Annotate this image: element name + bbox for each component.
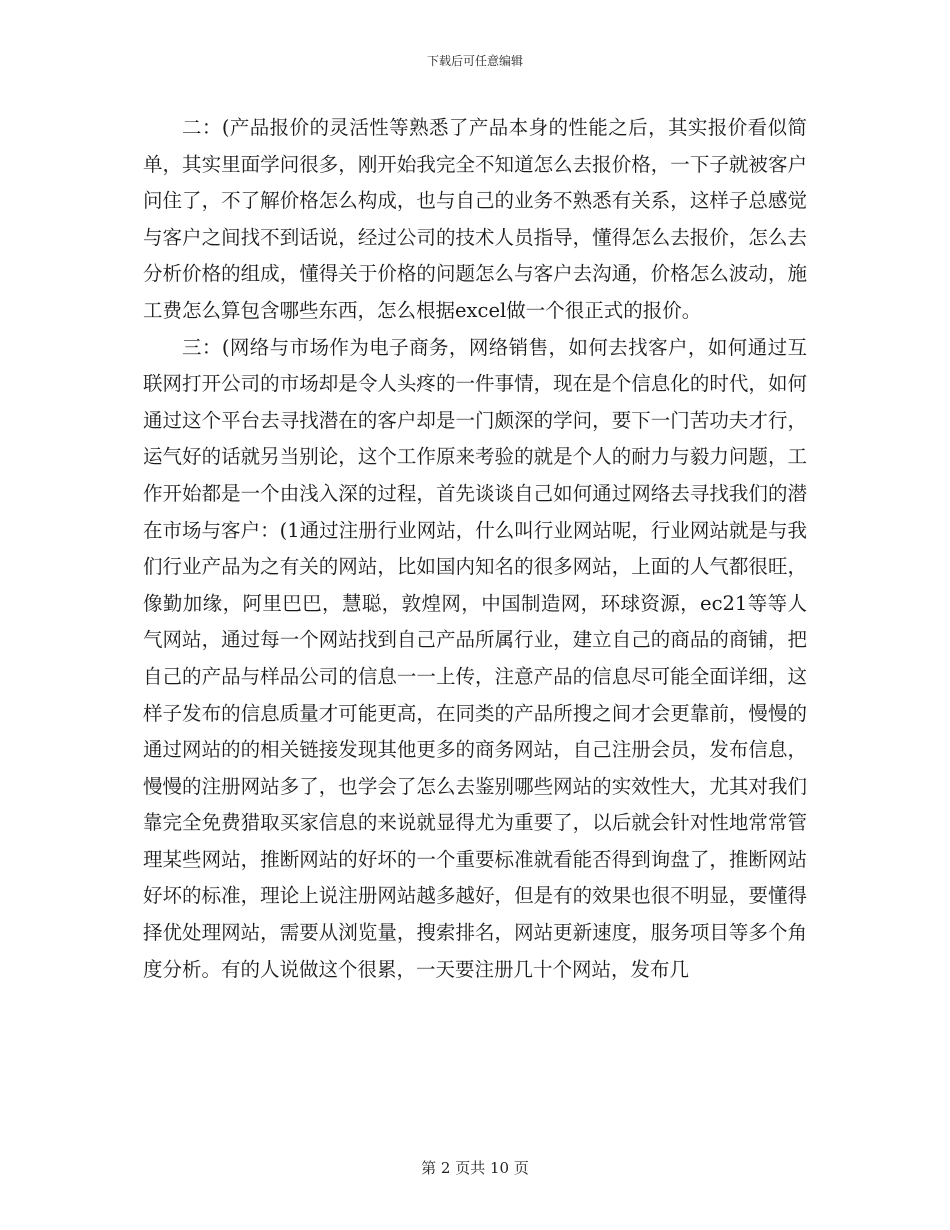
paragraph-network-market: 三：(网络与市场作为电子商务，网络销售，如何去找客户，如何通过互联网打开公司的市场却是令人头疼的一件事情，现在是个信息化的时代，如何通过这个平台去寻找潜在的客户却是一门颇深的学问，要下一门苦功夫才行，运气好的话就另当别论，这个工作原来考验的就是个人的耐力与毅力问题，工作开始都是一个由浅入深的过程，首先谈谈自己如何通过网络去寻找我们的潜在市场与客户：(1通过注册行业网站，什么叫行业网站呢，行业网站就是与我们行业产品为之有关的网站，比如国内知名的很多网站，上面的人气都很旺，像勤加缘，阿里巴巴，慧聪，敦煌网，中国制造网，环球资源，ec21等等人气网站，通过每一个网站找到自己产品所属行业，建立自己的商品的商铺，把自己的产品与样品公司的信息一一上传，注意产品的信息尽可能全面详细，这样子发布的信息质量才可能更高，在同类的产品所搜之间才会更靠前，慢慢的通过网站的的相关链接发现其他更多的商务网站，自己注册会员，发布信息，慢慢的注册网站多了，也学会了怎么去鉴别哪些网站的实效性大，尤其对我们靠完全免费猎取买家信息的来说就显得尤为重要了，以后就会针对性地常常管理某些网站，推断网站的好坏的一个重要标准就看能否得到询盘了，推断网站好坏的标准，理论上说注册网站越多越好，但是有的效果也很不明显，要懂得择优处理网站，需要从浏览量，搜索排名，网站更新速度，服务项目等多个角度分析。有的人说做这个很累，一天要注册几十个网站，发布几 bbox=[143, 335, 807, 981]
page-header: 下载后可任意编辑 bbox=[426, 54, 523, 68]
document-body bbox=[143, 110, 807, 988]
page-footer: 第 2 页共 10 页 bbox=[421, 1159, 529, 1177]
paragraph-pricing: 二：(产品报价的灵活性等熟悉了产品本身的性能之后，其实报价看似简单，其实里面学问很多，刚开始我完全不知道怎么去报价格，一下子就被客户问住了，不了解价格怎么构成，也与自己的业务不熟悉有关系，这样子总感觉与客户之间找不到话说，经过公司的技术人员指导，懂得怎么去报价，怎么去分析价格的组成，懂得关于价格的问题怎么与客户去沟通，价格怎么波动，施工费怎么算包含哪些东西，怎么根据excel做一个很正式的报价。 bbox=[143, 116, 807, 322]
